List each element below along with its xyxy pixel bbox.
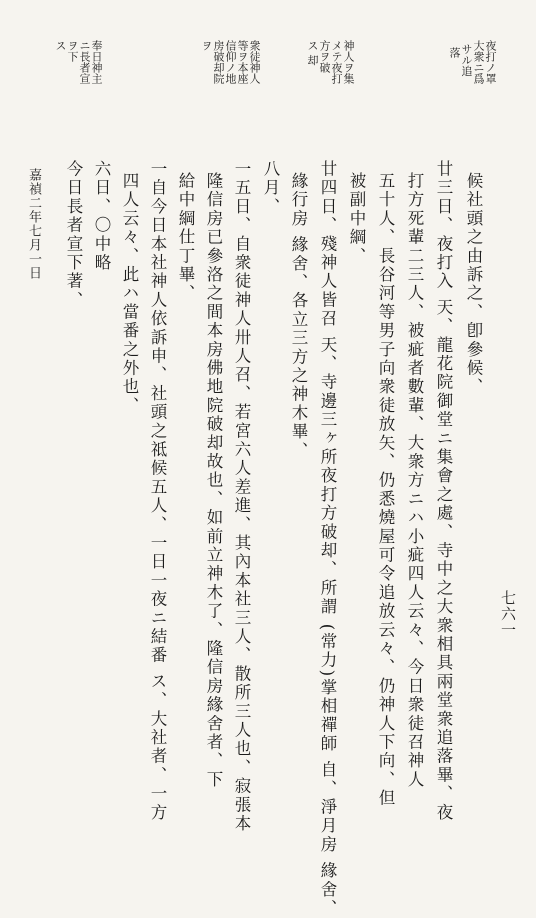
side-date: 嘉禎二年七月一日 (26, 168, 41, 280)
text-column-5: 被副中綱、 (347, 172, 366, 266)
headnote-1: 夜打ノ罩 大衆ニ爲 サル追 落 (448, 40, 497, 84)
headnote-3: 衆徒神人 等ヲ本座 信仰ノ地 房破却院 ヲ (200, 40, 261, 84)
text-column-12: 一自今日本社神人依訴申、社頭之祗候五人、一日一夜ニ結番 ス、大社者、一方 (148, 160, 167, 822)
text-column-9: 一五日、自衆徒神人卅人召、若宮六人差進、其內本社三人、散所三人也、寂張本 (232, 160, 251, 834)
headnote-4: 奉日神主 ニ長者宣 ヲ下 ス (54, 40, 103, 84)
text-column-7: 緣行房 緣舍、各立三方之神木畢、 (289, 172, 308, 460)
text-column-15: 今日長者宣下著、 (64, 160, 83, 310)
text-column-11: 給中綱仕丁畢、 (176, 172, 195, 303)
text-column-10: 隆信房已參洛之間本房佛地院破却故也、如前立神木了、隆信房緣舍者、下 (204, 172, 223, 790)
text-column-13: 四人云々、此ハ當番之外也、 (120, 172, 139, 416)
text-column-14: 六日、〇中略 (92, 160, 111, 273)
text-column-4: 五十人、長谷河等男子向衆徒放矢、仍悉燒屋可令追放云々、仍神人下向、但 (376, 172, 395, 808)
text-column-3: 打方死輩二三人、被疵者數輩、大衆方ニハ小疵四人云々、今日衆徒召神人 (405, 172, 424, 790)
headnote-2: 神人ヲ集 メテ夜打 方ヲ破 ス 却 (306, 40, 355, 84)
text-column-2: 廿三日、夜打入 天、龍花院御堂ニ集會之處、寺中之大衆相具兩堂衆追落畢、夜 (434, 160, 453, 822)
text-column-6: 廿四日、殘神人皆召 天、寺邊三ヶ所夜打方破却、所謂 (常力)掌相禪師 自、淨月房 緣舍、 (318, 160, 337, 918)
text-column-8: 八月、 (261, 160, 280, 217)
text-column-1: 候社頭之由訴之、卽參候、 (464, 172, 483, 397)
page-number: 七六一 (499, 590, 517, 638)
